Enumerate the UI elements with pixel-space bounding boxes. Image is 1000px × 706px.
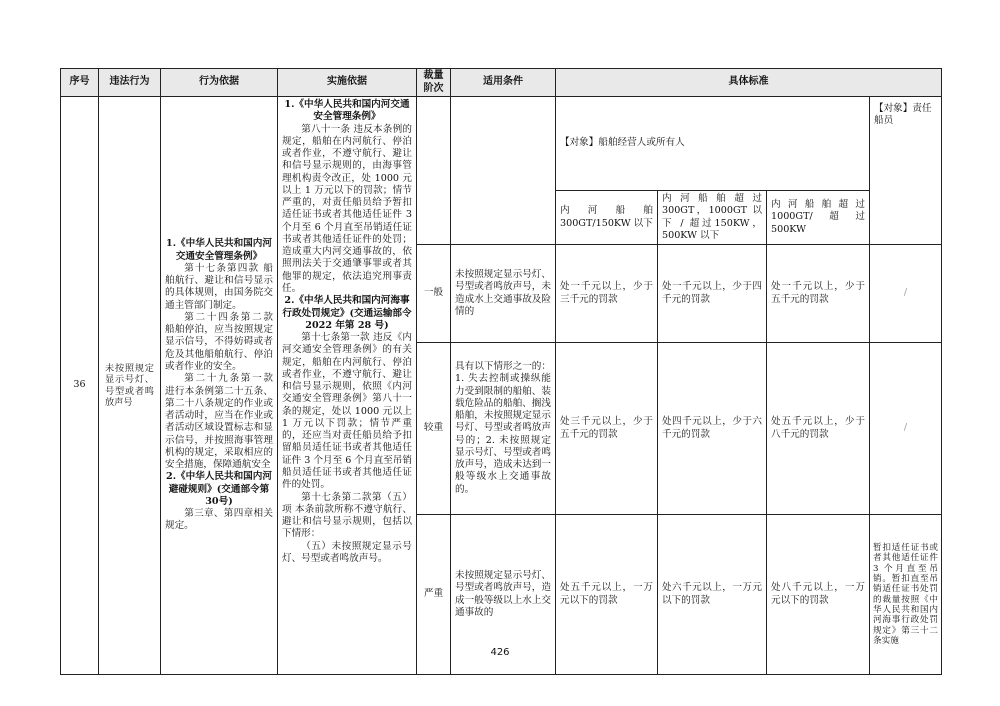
std-severe-1: 处五千元以上，一万元以下的罚款 [556, 515, 658, 675]
std-serious-2: 处四千元以上，少于六千元的罚款 [658, 343, 767, 515]
std-serious-3: 处五千元以上，少于八千元的罚款 [767, 343, 870, 515]
object-crew: 【对象】责任船员 [870, 97, 942, 245]
cell-violation: 未按照规定显示号灯、号型或者鸣放声号 [99, 97, 161, 675]
penalty-table [60, 68, 942, 675]
table-row [61, 97, 942, 191]
header-cond: 适用条件 [451, 69, 556, 97]
crew-general: / [870, 245, 942, 343]
impl-title-1: 1.《中华人民共和国内河交通安全管理条例》 [284, 99, 410, 123]
cond-general: 未按照规定显示号灯、号型或者鸣放声号，未造成水上交通事故及险情的 [451, 245, 556, 343]
page-number: 426 [490, 647, 510, 658]
impl-text-2b: 第十七条第二款第（五）项 本条前款所称不遵守航行、避让和信号显示规则，包括以下情形： [282, 491, 412, 540]
std-general-3: 处一千元以上，少于五千元的罚款 [767, 245, 870, 343]
header-violation: 违法行为 [99, 69, 161, 97]
tier-3: 内河船舶超过1000GT/超过 500KW [767, 191, 870, 245]
cell-seq: 36 [61, 97, 99, 675]
cell-impl [278, 97, 417, 675]
object-owner: 【对象】船舶经营人或所有人 [556, 97, 870, 191]
impl-text-2c: （五）未按照规定显示号灯、号型或者鸣放声号。 [282, 540, 412, 564]
level-general: 一般 [417, 245, 451, 343]
cond-severe: 未按照规定显示号灯、号型或者鸣放声号，造成一般等级以上水上交通事故的 [451, 515, 556, 675]
basis-text-1b: 第二十四条第二款 船舶停泊，应当按照规定显示信号，不得妨碍或者危及其他船舶航行、停泊或者作业的安全。 [165, 311, 273, 372]
header-level: 裁量阶次 [417, 69, 451, 97]
basis-title-2: 2.《中华人民共和国内河避碰规则》(交通部令第30号) [166, 471, 272, 507]
std-severe-3: 处八千元以上，一万元以下的罚款 [767, 515, 870, 675]
header-basis: 行为依据 [161, 69, 278, 97]
header-impl: 实施依据 [278, 69, 417, 97]
header-std: 具体标准 [556, 69, 942, 97]
std-general-1: 处一千元以上，少于三千元的罚款 [556, 245, 658, 343]
crew-serious: / [870, 343, 942, 515]
basis-text-1c: 第二十九条第一款 进行本条例第二十五条、第二十八条规定的作业或者活动时，应当在作业或者活动区域设置标志和显示信号，并按照海事管理机构的规定，采取相应的安全措施，保障通航安全 [165, 373, 273, 471]
level-serious: 较重 [417, 343, 451, 515]
basis-text-2a: 第三章、第四章相关规定。 [165, 508, 273, 532]
cond-serious: 具有以下情形之一的：1. 失去控制或操纵能力受到限制的船舶、装载危险品的船舶、搁浅船舶，未按照规定显示号灯、号型或者鸣放声号的；2. 未按照规定显示号灯、号型或者鸣放声号，造成未达到一般等级水上交通事故的。 [451, 343, 556, 515]
cell-basis [161, 97, 278, 675]
basis-title-1: 1.《中华人民共和国内河交通安全管理条例》 [166, 238, 272, 262]
header-row [61, 69, 942, 97]
std-serious-1: 处三千元以上，少于五千元的罚款 [556, 343, 658, 515]
tier-1: 内河船舶300GT/150KW 以下 [556, 191, 658, 245]
header-seq: 序号 [61, 69, 99, 97]
std-severe-2: 处六千元以上，一万元以下的罚款 [658, 515, 767, 675]
impl-title-2: 2.《中华人民共和国内河海事行政处罚规定》(交通运输部令 2022 年第 28 号) [282, 295, 412, 331]
cell-cond-blank [451, 97, 556, 245]
std-general-2: 处一千元以上，少于四千元的罚款 [658, 245, 767, 343]
impl-text-1a: 第八十一条 违反本条例的规定，船舶在内河航行、停泊或者作业，不遵守航行、避让和信号显示规则的，由海事管理机构责令改正，处 1000 元以上 1 万元以下的罚款；情节严重的，对责任船员给予暂扣适任证书或者其他适任证件 3 个月至 6 个月直至吊销适任证书或者其他适任证件的处罚；造成重大内河交通事故的，依照刑法关于交通肇事罪或者其他罪的规定，依法追究刑事责任。 [282, 123, 412, 294]
level-severe: 严重 [417, 515, 451, 675]
tier-2: 内河船舶超过 300GT，1000GT 以下 / 超过150KW，500KW 以下 [658, 191, 767, 245]
cell-level-blank [417, 97, 451, 245]
impl-text-2a: 第十七条第一款 违反《内河交通安全管理条例》的有关规定，船舶在内河航行、停泊或者作业，不遵守航行、避让和信号显示规则，依照《内河交通安全管理条例》第八十一条的规定，处以 1000 元以上 1 万元以下罚款；情节严重的，还应当对责任船员给予扣留船员适任证书或者其他适任证件 3 个月至 6 个月直至吊销船员适任证书或者其他适任证件的处罚。 [282, 332, 412, 491]
basis-text-1a: 第十七条第四款 船舶航行、避让和信号显示的具体规则，由国务院交通主管部门制定。 [165, 262, 273, 311]
crew-severe: 暂扣适任证书或者其他适任证件 3 个月直至吊销。暂扣直至吊销适任证书处罚的裁量按照《中华人民共和国内河海事行政处罚规定》第三十二条实施 [870, 515, 942, 675]
